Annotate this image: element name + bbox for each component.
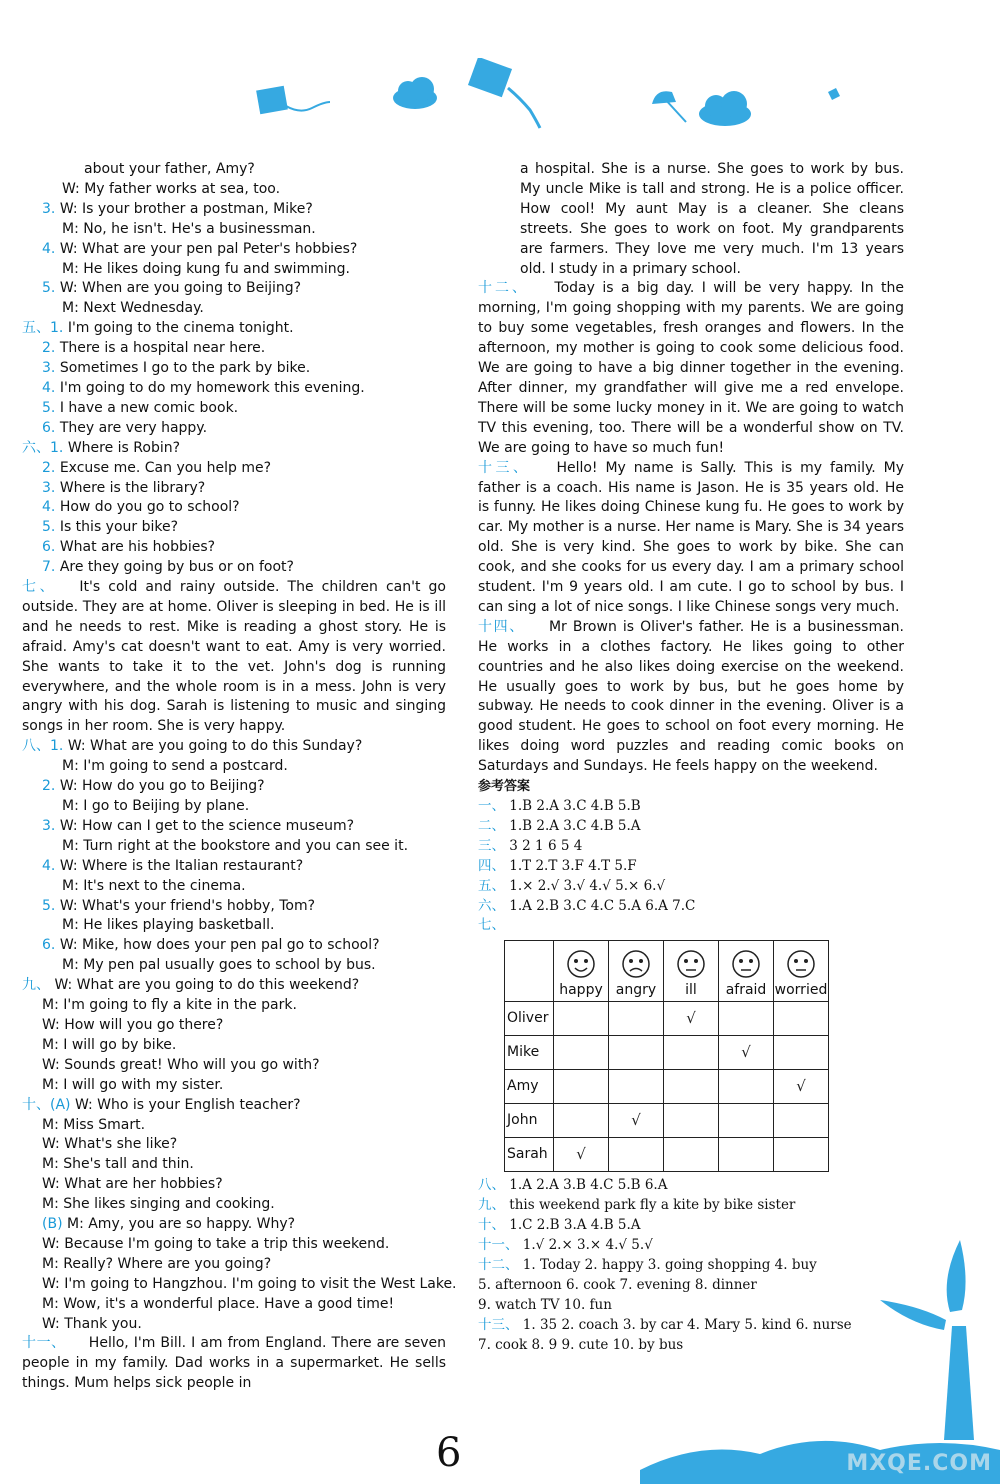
table-cell bbox=[719, 1070, 774, 1104]
kite-icon bbox=[468, 58, 540, 128]
answers-heading: 参考答案 bbox=[478, 779, 531, 795]
item-number: 5. bbox=[42, 399, 56, 416]
passage-13 bbox=[478, 459, 904, 618]
passage-text: Mr Brown is Oliver's father. He is a businessman. He works in a clothes factory. He likes going to other countries and he also likes doing exercise on the weekend. He usually goes to work by bus, but he goes home by subway. He needs to cook dinner in the evening. Oliver is a good student. He goes to school on foot every morning. He likes doing word puzzles and reading comic books on Saturdays and Sundays. He feels happy on the weekend. bbox=[478, 618, 905, 775]
line-text: Sometimes I go to the park by bike. bbox=[59, 360, 311, 377]
item-number: 2. bbox=[42, 778, 56, 795]
row-label: Oliver bbox=[505, 1002, 554, 1036]
table-cell: √ bbox=[719, 1036, 774, 1070]
item-number: 十、 bbox=[478, 1217, 505, 1234]
text-line bbox=[22, 1195, 446, 1215]
text-line bbox=[22, 1275, 457, 1295]
table-cell bbox=[609, 1002, 664, 1036]
line-text: 9. watch TV 10. fun bbox=[478, 1296, 612, 1313]
face-icon bbox=[731, 949, 761, 979]
item-number: 八、1. bbox=[22, 738, 64, 755]
item-number: (B) bbox=[42, 1216, 63, 1233]
line-text: W: Is your brother a postman, Mike? bbox=[59, 200, 313, 217]
line-text: W: Thank you. bbox=[42, 1315, 142, 1332]
section-number: 十一、 bbox=[22, 1335, 66, 1352]
table-cell bbox=[774, 1002, 829, 1036]
text-line bbox=[22, 916, 446, 936]
item-number: 一、 bbox=[478, 798, 505, 814]
line-text: 1.T 2.T 3.F 4.T 5.F bbox=[509, 857, 637, 874]
item-number: 六、1. bbox=[22, 439, 64, 456]
text-line bbox=[478, 1176, 904, 1196]
text-line bbox=[22, 757, 446, 777]
item-number: 二、 bbox=[478, 817, 505, 834]
text-line bbox=[478, 1196, 904, 1216]
line-text: M: He likes doing kung fu and swimming. bbox=[62, 260, 350, 277]
text-line bbox=[22, 260, 446, 280]
table-cell bbox=[554, 1104, 609, 1138]
text-line bbox=[22, 379, 446, 399]
line-text: about your father, Amy? bbox=[84, 161, 255, 177]
text-line bbox=[478, 877, 904, 897]
text-line bbox=[22, 538, 446, 558]
text-line bbox=[22, 399, 446, 419]
header-decoration bbox=[240, 58, 860, 138]
item-number: 3. bbox=[42, 200, 56, 217]
item-number: 八、 bbox=[478, 1177, 505, 1194]
line-text: M: I'm going to send a postcard. bbox=[62, 758, 288, 775]
text-line bbox=[22, 558, 446, 578]
passage-text: Hello! My name is Sally. This is my family. My father is a coach. His name is Jason. He is 35 years old. He is funny. He likes doing Chinese kung fu. He goes to work by car. My mother is a nurse. Her name is Mary. She is 34 years old. She is very kind. She goes to work by bike. She can cook, and she cooks for us every day. I am a primary school student. I'm 9 years old. I am cute. I go to school by bus. I can sing a lot of nice songs. I like Chinese songs very much. bbox=[478, 459, 905, 615]
line-text: W: Who is your English teacher? bbox=[74, 1096, 301, 1113]
face-icon bbox=[676, 949, 706, 979]
text-line bbox=[478, 1216, 904, 1236]
passage-text: Hello, I'm Bill. I am from England. There are seven people in my family. Dad works in a supermarket. He sells things. Mum helps sick people in bbox=[22, 1335, 446, 1392]
text-line bbox=[22, 1255, 446, 1275]
text-line bbox=[478, 897, 904, 917]
item-number: 7. bbox=[42, 559, 56, 576]
text-line bbox=[478, 1296, 904, 1316]
item-number: 十、(A) bbox=[22, 1096, 71, 1113]
right-column bbox=[478, 160, 904, 1356]
line-text: Where is the library? bbox=[59, 479, 206, 496]
line-text: W: How can I get to the science museum? bbox=[59, 817, 355, 834]
table-row bbox=[505, 1036, 829, 1070]
line-text: W: When are you going to Beijing? bbox=[59, 280, 302, 297]
item-number: 九、 bbox=[22, 977, 50, 994]
passage-11-continued: a hospital. She is a nurse. She goes to work by bus. My uncle Mike is tall and strong. He is a police officer. How cool! My aunt May is a cleaner. She cleans streets. She goes to work on foot. My grandparents are farmers. They love me very much. I'm 13 years old. I study in a primary school. bbox=[520, 161, 904, 277]
line-text: this weekend park fly a kite by bike sister bbox=[509, 1197, 796, 1214]
line-text: M: No, he isn't. He's a businessman. bbox=[62, 220, 316, 237]
text-line bbox=[22, 439, 446, 459]
passage-text: It's cold and rainy outside. The children can't go outside. They are at home. Oliver is sleeping in bed. He is ill and he needs to rest. Mike is reading a ghost story. He is afraid. Amy's cat doesn't want to eat. Amy is very worried. She wants to take it to the vet. John's dog is running everywhere, and the whole room is in a mess. John is very angry with his dog. Sarah is listening to music and singing songs in her room. She is very happy. bbox=[22, 579, 446, 735]
text-line bbox=[22, 1235, 446, 1255]
item-number: 十三、 bbox=[478, 1316, 519, 1333]
item-number: 6. bbox=[42, 937, 56, 954]
text-line bbox=[22, 996, 446, 1016]
face-icon bbox=[786, 949, 816, 979]
table-cell bbox=[664, 1138, 719, 1172]
text-line bbox=[22, 220, 446, 240]
text-line bbox=[22, 1215, 446, 1235]
line-text: M: She likes singing and cooking. bbox=[42, 1196, 275, 1213]
face-icon bbox=[566, 949, 596, 979]
text-line bbox=[478, 797, 904, 817]
line-text: W: I'm going to Hangzhou. I'm going to visit the West Lake. bbox=[42, 1275, 457, 1292]
table-cell bbox=[774, 1104, 829, 1138]
column-label: worried bbox=[774, 982, 828, 999]
item-number: 六、 bbox=[478, 897, 505, 914]
table-cell: √ bbox=[664, 1002, 719, 1036]
line-text: Excuse me. Can you help me? bbox=[59, 459, 272, 476]
item-number: 四、 bbox=[478, 857, 505, 874]
column-header bbox=[719, 941, 774, 1002]
item-number: 4. bbox=[42, 857, 56, 874]
line-text: Where is Robin? bbox=[67, 439, 181, 456]
line-text: W: What are you going to do this weekend? bbox=[54, 977, 360, 994]
line-text: There is a hospital near here. bbox=[59, 340, 266, 357]
line-text: W: What's your friend's hobby, Tom? bbox=[59, 897, 316, 914]
line-text: M: Turn right at the bookstore and you can see it. bbox=[62, 837, 409, 854]
passage-14 bbox=[478, 618, 904, 777]
line-text: M: She's tall and thin. bbox=[42, 1156, 194, 1173]
text-line bbox=[478, 1256, 904, 1276]
page-number: 6 bbox=[436, 1430, 462, 1476]
answer-list bbox=[478, 797, 904, 936]
column-header bbox=[554, 941, 609, 1002]
text-line bbox=[22, 1036, 446, 1056]
text-line bbox=[478, 1276, 904, 1296]
item-number: 五、1. bbox=[22, 320, 64, 337]
text-line bbox=[22, 1076, 446, 1096]
item-number: 4. bbox=[42, 240, 56, 257]
line-text: 5. afternoon 6. cook 7. evening 8. dinner bbox=[478, 1276, 757, 1293]
text-line bbox=[22, 518, 446, 538]
table-cell: √ bbox=[609, 1104, 664, 1138]
line-text: 1.√ 2.× 3.× 4.√ 5.√ bbox=[522, 1237, 653, 1254]
passage-qi bbox=[22, 578, 446, 737]
table-cell bbox=[664, 1036, 719, 1070]
text-line bbox=[22, 1315, 446, 1335]
table-cell bbox=[554, 1002, 609, 1036]
text-line bbox=[478, 837, 904, 857]
item-number: 十二、 bbox=[478, 1256, 519, 1273]
table-cell bbox=[774, 1138, 829, 1172]
line-text: M: Amy, you are so happy. Why? bbox=[66, 1216, 296, 1233]
feelings-table bbox=[504, 940, 829, 1172]
text-line bbox=[22, 160, 446, 180]
line-text: M: Wow, it's a wonderful place. Have a good time! bbox=[42, 1295, 395, 1312]
line-text: 1.A 2.B 3.C 4.C 5.A 6.A 7.C bbox=[509, 897, 696, 914]
item-number: 6. bbox=[42, 539, 56, 556]
table-cell bbox=[554, 1036, 609, 1070]
text-line bbox=[22, 877, 446, 897]
text-line bbox=[22, 339, 446, 359]
item-number: 五、 bbox=[478, 877, 505, 894]
item-number: 2. bbox=[42, 340, 56, 357]
line-text: How do you go to school? bbox=[59, 499, 240, 516]
line-text: 1.B 2.A 3.C 4.B 5.A bbox=[509, 817, 641, 834]
text-line bbox=[22, 837, 446, 857]
line-text: 1.A 2.A 3.B 4.C 5.B 6.A bbox=[509, 1177, 668, 1194]
text-line bbox=[22, 279, 446, 299]
text-line bbox=[22, 1135, 446, 1155]
text-line bbox=[22, 737, 446, 757]
item-number: 5. bbox=[42, 519, 56, 536]
line-text: 1.B 2.A 3.C 4.B 5.B bbox=[509, 798, 641, 814]
line-text: They are very happy. bbox=[59, 419, 208, 436]
text-line bbox=[478, 817, 904, 837]
text-line bbox=[22, 299, 446, 319]
item-number: 七、 bbox=[478, 917, 505, 934]
text-line bbox=[22, 797, 446, 817]
line-text: M: I will go with my sister. bbox=[42, 1076, 224, 1093]
text-line bbox=[22, 976, 446, 996]
item-number: 5. bbox=[42, 897, 56, 914]
line-text: W: What are your pen pal Peter's hobbies? bbox=[59, 240, 358, 257]
column-header bbox=[664, 941, 719, 1002]
item-number: 2. bbox=[42, 459, 56, 476]
text-line bbox=[22, 200, 446, 220]
item-number: 5. bbox=[42, 280, 56, 297]
table-corner bbox=[505, 941, 554, 1002]
text-line bbox=[478, 916, 904, 936]
line-text: W: My father works at sea, too. bbox=[62, 180, 281, 197]
line-text: W: What are you going to do this Sunday? bbox=[67, 738, 363, 755]
text-line bbox=[22, 897, 446, 917]
line-text: W: How will you go there? bbox=[42, 1016, 224, 1033]
umbrella-icon bbox=[652, 91, 686, 122]
watermark: MXQE.COM bbox=[846, 1451, 992, 1476]
table-cell bbox=[719, 1138, 774, 1172]
dialogue-list-2 bbox=[22, 737, 457, 1334]
table-cell bbox=[664, 1070, 719, 1104]
text-line bbox=[22, 1155, 446, 1175]
dialogue-list bbox=[22, 160, 446, 578]
text-line bbox=[22, 777, 446, 797]
item-number: 4. bbox=[42, 499, 56, 516]
line-text: 1.× 2.√ 3.√ 4.√ 5.× 6.√ bbox=[509, 877, 666, 894]
table-cell: √ bbox=[774, 1070, 829, 1104]
table-cell bbox=[774, 1036, 829, 1070]
text-line bbox=[478, 1336, 904, 1356]
answer-list-2 bbox=[478, 1176, 904, 1355]
text-line bbox=[478, 1316, 904, 1336]
line-text: What are his hobbies? bbox=[59, 539, 216, 556]
text-line bbox=[478, 1236, 904, 1256]
row-label: Amy bbox=[505, 1070, 554, 1104]
column-label: ill bbox=[685, 982, 697, 999]
table-cell: √ bbox=[554, 1138, 609, 1172]
item-number: 三、 bbox=[478, 837, 505, 854]
table-row bbox=[505, 1138, 829, 1172]
row-label: Sarah bbox=[505, 1138, 554, 1172]
line-text: 1. 35 2. coach 3. by car 4. Mary 5. kind 6. nurse bbox=[522, 1316, 852, 1333]
cloud-icon bbox=[699, 91, 751, 126]
line-text: M: It's next to the cinema. bbox=[62, 877, 246, 894]
line-text: W: Mike, how does your pen pal go to school? bbox=[59, 937, 380, 954]
section-number: 十三、 bbox=[478, 459, 531, 476]
line-text: W: Sounds great! Who will you go with? bbox=[42, 1056, 320, 1073]
text-line bbox=[22, 1175, 446, 1195]
table-row bbox=[505, 1104, 829, 1138]
line-text: M: Miss Smart. bbox=[42, 1116, 146, 1133]
line-text: W: What's she like? bbox=[42, 1136, 178, 1153]
section-number: 七、 bbox=[22, 579, 58, 596]
line-text: W: What are her hobbies? bbox=[42, 1176, 223, 1193]
passage-11 bbox=[22, 1334, 446, 1394]
item-number: 九、 bbox=[478, 1197, 505, 1214]
column-header bbox=[609, 941, 664, 1002]
line-text: Are they going by bus or on foot? bbox=[59, 559, 294, 576]
text-line bbox=[22, 498, 446, 518]
item-number: 3. bbox=[42, 479, 56, 496]
table-cell bbox=[664, 1104, 719, 1138]
line-text: 3 2 1 6 5 4 bbox=[509, 837, 583, 854]
passage-12 bbox=[478, 279, 904, 458]
text-line bbox=[478, 857, 904, 877]
row-label: John bbox=[505, 1104, 554, 1138]
table-row bbox=[505, 1070, 829, 1104]
line-text: I'm going to do my homework this evening. bbox=[59, 379, 365, 396]
line-text: I have a new comic book. bbox=[59, 399, 239, 416]
section-number: 十四、 bbox=[478, 618, 525, 635]
item-number: 6. bbox=[42, 419, 56, 436]
line-text: M: Really? Where are you going? bbox=[42, 1255, 272, 1272]
line-text: W: Because I'm going to take a trip this weekend. bbox=[42, 1235, 390, 1252]
table-cell bbox=[609, 1036, 664, 1070]
text-line bbox=[22, 1056, 446, 1076]
section-number: 十二、 bbox=[478, 280, 529, 297]
table-cell bbox=[719, 1002, 774, 1036]
text-line bbox=[22, 817, 446, 837]
line-text: M: I'm going to fly a kite in the park. bbox=[42, 997, 297, 1014]
text-line bbox=[22, 459, 446, 479]
table-row bbox=[505, 1002, 829, 1036]
line-text: 7. cook 8. 9 9. cute 10. by bus bbox=[478, 1336, 684, 1353]
text-line bbox=[22, 419, 446, 439]
text-line bbox=[22, 359, 446, 379]
item-number: 3. bbox=[42, 360, 56, 377]
table-cell bbox=[609, 1070, 664, 1104]
row-label: Mike bbox=[505, 1036, 554, 1070]
line-text: Is this your bike? bbox=[59, 519, 179, 536]
face-icon bbox=[621, 949, 651, 979]
text-line bbox=[22, 319, 446, 339]
text-line bbox=[22, 180, 446, 200]
kite-icon bbox=[828, 88, 840, 100]
item-number: 4. bbox=[42, 379, 56, 396]
text-line bbox=[22, 1295, 446, 1315]
line-text: M: He likes playing basketball. bbox=[62, 917, 275, 934]
line-text: M: I go to Beijing by plane. bbox=[62, 798, 250, 814]
cloud-icon bbox=[393, 77, 437, 109]
kite-icon bbox=[256, 86, 330, 114]
column-header bbox=[774, 941, 829, 1002]
text-line bbox=[22, 1016, 446, 1036]
column-label: angry bbox=[615, 982, 657, 999]
table-cell bbox=[554, 1070, 609, 1104]
text-line bbox=[22, 936, 446, 956]
text-line bbox=[22, 240, 446, 260]
column-label: afraid bbox=[725, 982, 767, 999]
text-line bbox=[22, 1096, 446, 1116]
line-text: W: Where is the Italian restaurant? bbox=[59, 857, 304, 874]
line-text: M: I will go by bike. bbox=[42, 1036, 177, 1053]
text-line bbox=[22, 956, 446, 976]
text-line bbox=[22, 857, 446, 877]
line-text: 1.C 2.B 3.A 4.B 5.A bbox=[509, 1217, 641, 1234]
item-number: 十一、 bbox=[478, 1237, 519, 1254]
line-text: 1. Today 2. happy 3. going shopping 4. buy bbox=[522, 1256, 817, 1273]
text-line bbox=[22, 1116, 446, 1136]
passage-text: Today is a big day. I will be very happy. In the morning, I'm going shopping with my parents. We are going to buy some vegetables, fresh oranges and flowers. In the afternoon, my mother is going to cook some delicious food. We are going to have a big dinner together in the evening. After dinner, my grandfather will give me a red envelope. There will be some lucky money in it. We are going to watch TV this evening, too. There will be a wonderful show on TV. We are going to have so much fun! bbox=[478, 280, 905, 456]
column-label: happy bbox=[559, 982, 603, 999]
line-text: M: Next Wednesday. bbox=[62, 300, 204, 317]
text-line bbox=[22, 479, 446, 499]
table-cell bbox=[609, 1138, 664, 1172]
line-text: M: My pen pal usually goes to school by bus. bbox=[62, 957, 376, 974]
item-number: 3. bbox=[42, 817, 56, 834]
left-column bbox=[22, 160, 457, 1394]
line-text: I'm going to the cinema tonight. bbox=[67, 320, 294, 337]
line-text: W: How do you go to Beijing? bbox=[59, 778, 265, 795]
table-cell bbox=[719, 1104, 774, 1138]
